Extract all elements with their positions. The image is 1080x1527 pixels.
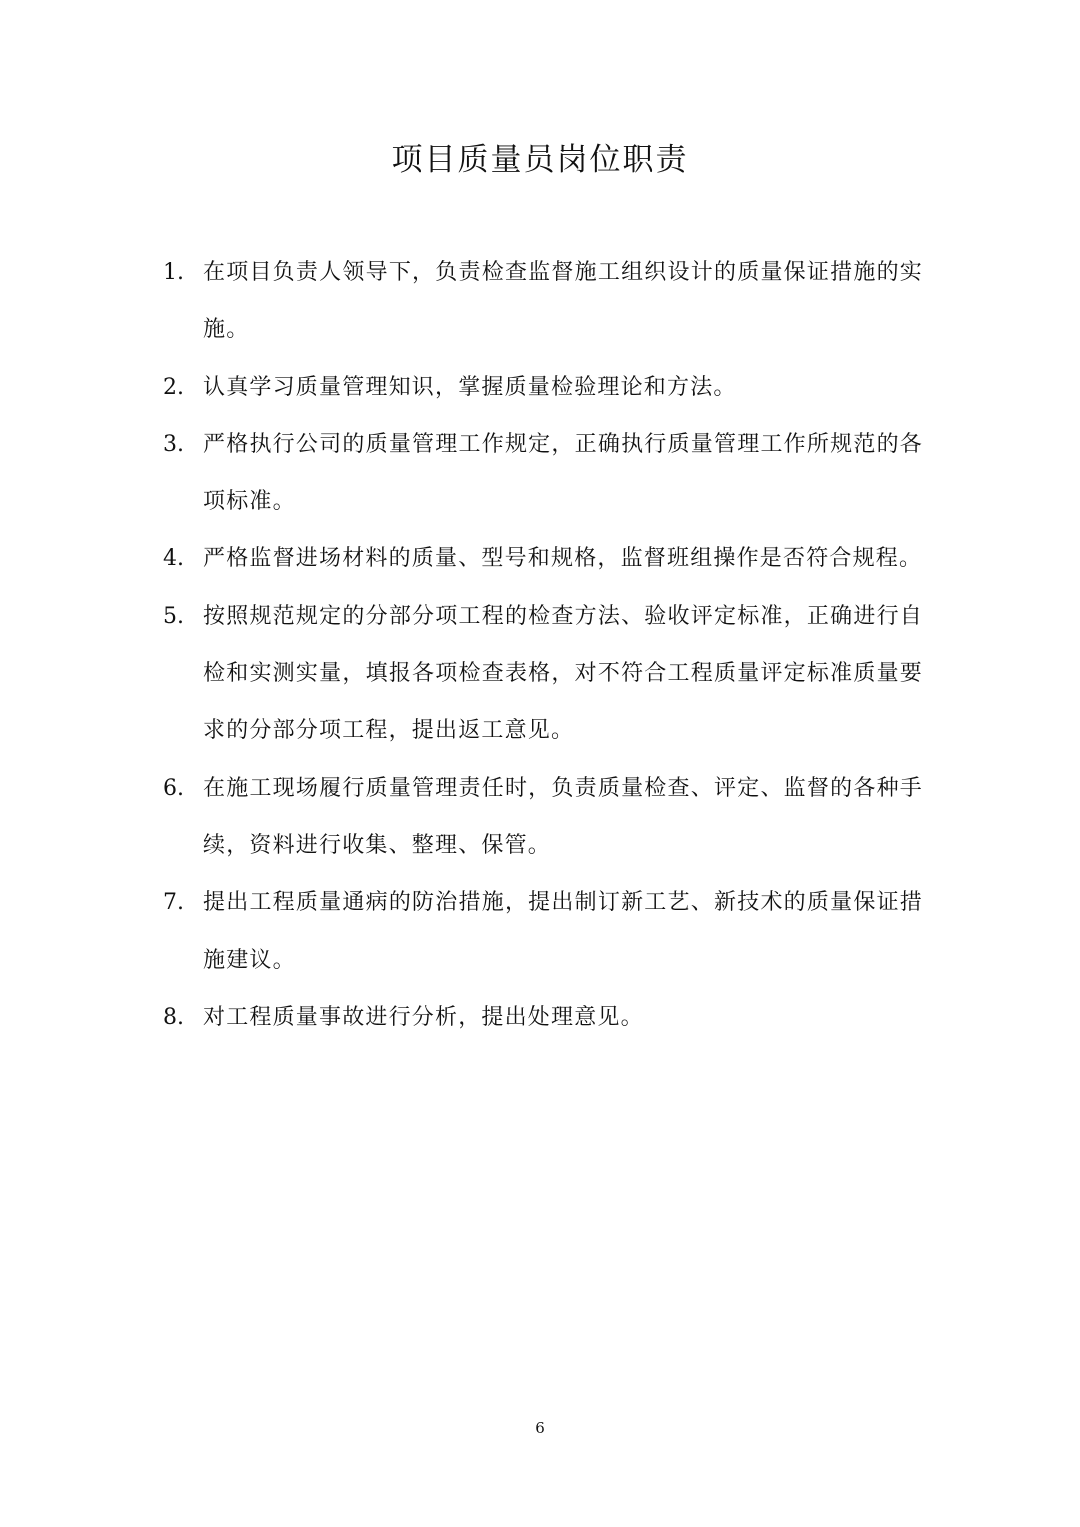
list-item <box>163 588 923 760</box>
item-text: 认真学习质量管理知识，掌握质量检验理论和方法。 <box>203 374 737 400</box>
item-number: 5. <box>163 603 184 629</box>
list-item <box>163 989 923 1046</box>
item-number: 4. <box>163 546 184 572</box>
item-number: 6. <box>163 775 184 801</box>
list-item <box>163 530 923 587</box>
item-text: 严格执行公司的质量管理工作规定，正确执行质量管理工作所规范的各项标准。 <box>203 431 923 515</box>
item-number: 7. <box>163 890 184 916</box>
duty-list <box>163 244 923 1046</box>
list-item <box>163 244 923 359</box>
page-number: 6 <box>535 1419 545 1437</box>
list-item <box>163 760 923 875</box>
item-text: 提出工程质量通病的防治措施，提出制订新工艺、新技术的质量保证措施建议。 <box>203 890 923 973</box>
item-text: 按照规范规定的分部分项工程的检查方法、验收评定标准，正确进行自检和实测实量，填报各项检查表格，对不符合工程质量评定标准质量要求的分部分项工程，提出返工意见。 <box>203 603 923 744</box>
item-text: 对工程质量事故进行分析，提出处理意见。 <box>203 1004 644 1030</box>
item-number: 3. <box>163 431 184 457</box>
item-number: 2. <box>163 374 184 400</box>
list-item <box>163 416 923 531</box>
item-text: 在施工现场履行质量管理责任时，负责质量检查、评定、监督的各种手续，资料进行收集、整理、保管。 <box>203 775 923 858</box>
page-title: 项目质量员岗位职责 <box>391 142 689 178</box>
item-text: 在项目负责人领导下，负责检查监督施工组织设计的质量保证措施的实施。 <box>203 260 923 343</box>
list-item <box>163 874 923 989</box>
item-number: 8. <box>163 1004 184 1030</box>
list-item <box>163 359 923 416</box>
item-text: 严格监督进场材料的质量、型号和规格，监督班组操作是否符合规程。 <box>203 546 923 572</box>
item-number: 1. <box>163 260 184 285</box>
